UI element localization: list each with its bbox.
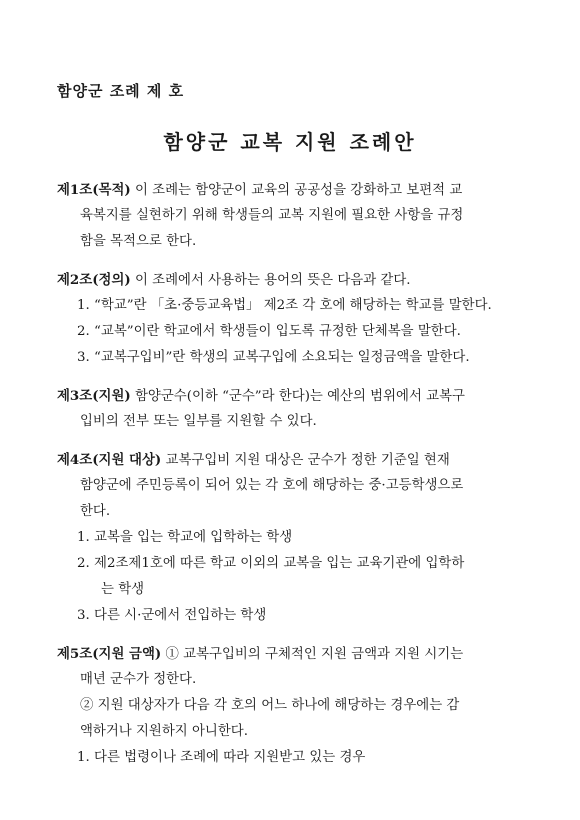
article-4-item-2: 2. 제2조제1호에 따른 학교 이외의 교복을 입는 교육기관에 입학하 bbox=[77, 556, 465, 571]
article-5-line-2: 매년 군수가 정한다. bbox=[80, 672, 197, 687]
article-3-line-1 bbox=[57, 383, 535, 409]
article-2-heading: 제2조(정의) bbox=[57, 272, 131, 288]
article-2-text: 이 조례에서 사용하는 용어의 뜻은 다음과 같다. bbox=[130, 273, 411, 288]
article-5-line-1 bbox=[57, 641, 535, 667]
article-5 bbox=[57, 641, 535, 771]
article-1-line-3: 함을 목적으로 한다. bbox=[80, 234, 197, 249]
document-title: 함양군 교복 지원 조례안 bbox=[163, 130, 417, 154]
ordinance-number: 함양군 조례 제 호 bbox=[57, 82, 185, 100]
article-4-line-3: 한다. bbox=[80, 504, 111, 519]
article-4-line-2: 함양군에 주민등록이 되어 있는 각 호에 해당하는 중·고등학생으로 bbox=[80, 478, 464, 493]
article-2-item-1: 1. “학교”란 「초·중등교육법」 제2조 각 호에 해당하는 학교를 말한다. bbox=[77, 298, 492, 313]
article-5-paragraph-2-cont: 액하거나 지원하지 아니한다. bbox=[80, 724, 248, 739]
article-4-text: 교복구입비 지원 대상은 군수가 정한 기준일 현재 bbox=[161, 453, 450, 468]
article-3 bbox=[57, 383, 535, 435]
articles-body bbox=[57, 177, 535, 771]
article-1-line-1 bbox=[57, 177, 535, 203]
article-4 bbox=[57, 447, 535, 629]
article-1-heading: 제1조(목적) bbox=[57, 182, 131, 198]
article-3-heading: 제3조(지원) bbox=[57, 388, 131, 404]
article-3-line-2: 입비의 전부 또는 일부를 지원할 수 있다. bbox=[80, 414, 317, 429]
article-1-line-2: 육복지를 실현하기 위해 학생들의 교복 지원에 필요한 사항을 규정 bbox=[80, 208, 464, 223]
article-1-text: 이 조례는 함양군이 교육의 공공성을 강화하고 보편적 교 bbox=[130, 183, 463, 198]
article-1 bbox=[57, 177, 535, 255]
article-5-item-1: 1. 다른 법령이나 조례에 따라 지원받고 있는 경우 bbox=[77, 750, 366, 765]
article-4-item-3: 3. 다른 시·군에서 전입하는 학생 bbox=[77, 608, 267, 623]
article-2 bbox=[57, 267, 535, 371]
article-2-line-1 bbox=[57, 267, 535, 293]
article-3-text: 함양군수(이하 “군수”라 한다)는 예산의 범위에서 교복구 bbox=[130, 389, 465, 404]
article-5-heading: 제5조(지원 금액) bbox=[57, 646, 162, 662]
article-2-item-3: 3. “교복구입비”란 학생의 교복구입에 소요되는 일정금액을 말한다. bbox=[77, 350, 470, 365]
article-4-line-1 bbox=[57, 447, 535, 473]
article-4-item-2-cont: 는 학생 bbox=[101, 582, 145, 597]
article-5-text: ① 교복구입비의 구체적인 지원 금액과 지원 시기는 bbox=[161, 647, 464, 662]
article-2-item-2: 2. “교복”이란 학교에서 학생들이 입도록 규정한 단체복을 말한다. bbox=[77, 324, 461, 339]
article-4-item-1: 1. 교복을 입는 학교에 입학하는 학생 bbox=[77, 530, 293, 545]
article-5-paragraph-2: ② 지원 대상자가 다음 각 호의 어느 하나에 해당하는 경우에는 감 bbox=[80, 698, 460, 713]
article-4-heading: 제4조(지원 대상) bbox=[57, 452, 162, 468]
